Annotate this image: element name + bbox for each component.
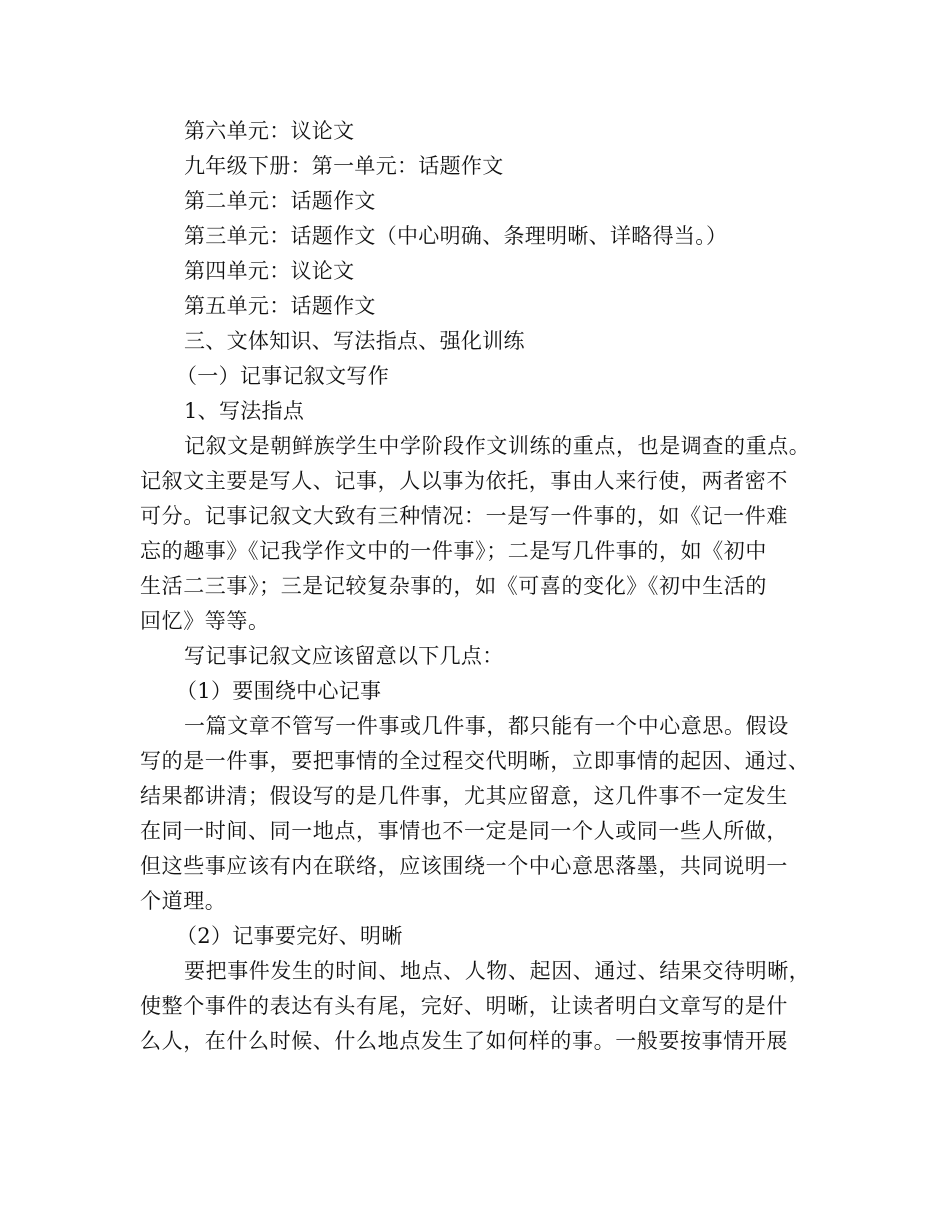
grade-nine-unit-one-line: 九年级下册：第一单元：话题作文	[184, 154, 504, 178]
unit-five-line: 第五单元：话题作文	[184, 294, 376, 318]
subsection-one-heading: （一）记事记叙文写作	[176, 364, 389, 388]
paragraph-line: 结果都讲清；假设写的是几件事，尤其应留意，这几件事不一定发生	[140, 784, 788, 808]
point-one-heading: 1、写法指点	[184, 399, 305, 423]
document-text	[140, 114, 820, 1059]
unit-six-line: 第六单元：议论文	[184, 119, 355, 143]
paragraph-line: 记叙文是朝鲜族学生中学阶段作文训练的重点，也是调查的重点。	[184, 434, 811, 458]
paragraph-line: 个道理。	[140, 889, 227, 913]
note-two-heading: （2）记事要完好、明晰	[176, 924, 403, 948]
unit-three-line: 第三单元：话题作文（中心明确、条理明晰、详略得当。）	[184, 224, 728, 248]
paragraph-line: 使整个事件的表达有头有尾，完好、明晰，让读者明白文章写的是什	[140, 994, 788, 1018]
unit-two-line: 第二单元：话题作文	[184, 189, 376, 213]
paragraph-line: 写的是一件事，要把事情的全过程交代明晰，立即事情的起因、通过、	[140, 749, 810, 773]
note-one-heading: （1）要围绕中心记事	[176, 679, 382, 703]
paragraph-line: 忘的趣事》《记我学作文中的一件事》；二是写几件事的，如《初中	[140, 539, 767, 563]
paragraph-line: 么人，在什么时候、什么地点发生了如何样的事。一般要按事情开展	[140, 1029, 788, 1053]
notes-intro-line: 写记事记叙文应该留意以下几点：	[184, 644, 504, 668]
section-three-heading: 三、文体知识、写法指点、强化训练	[184, 329, 525, 353]
paragraph-line: 一篇文章不管写一件事或几件事，都只能有一个中心意思。假设	[184, 714, 789, 738]
paragraph-line: 记叙文主要是写人、记事，人以事为依托，事由人来行使，两者密不	[140, 469, 788, 493]
paragraph-line: 生活二三事》；三是记较复杂事的，如《可喜的变化》《初中生活的	[140, 574, 767, 598]
paragraph-line: 但这些事应该有内在联络，应该围绕一个中心意思落墨，共同说明一	[140, 854, 788, 878]
paragraph-line: 要把事件发生的时间、地点、人物、起因、通过、结果交待明晰，	[184, 959, 811, 983]
paragraph-line: 回忆》等等。	[140, 609, 270, 633]
paragraph-line: 可分。记事记叙文大致有三种情况：一是写一件事的，如《记一件难	[140, 504, 788, 528]
paragraph-line: 在同一时间、同一地点，事情也不一定是同一个人或同一些人所做，	[140, 819, 788, 843]
unit-four-line: 第四单元：议论文	[184, 259, 355, 283]
